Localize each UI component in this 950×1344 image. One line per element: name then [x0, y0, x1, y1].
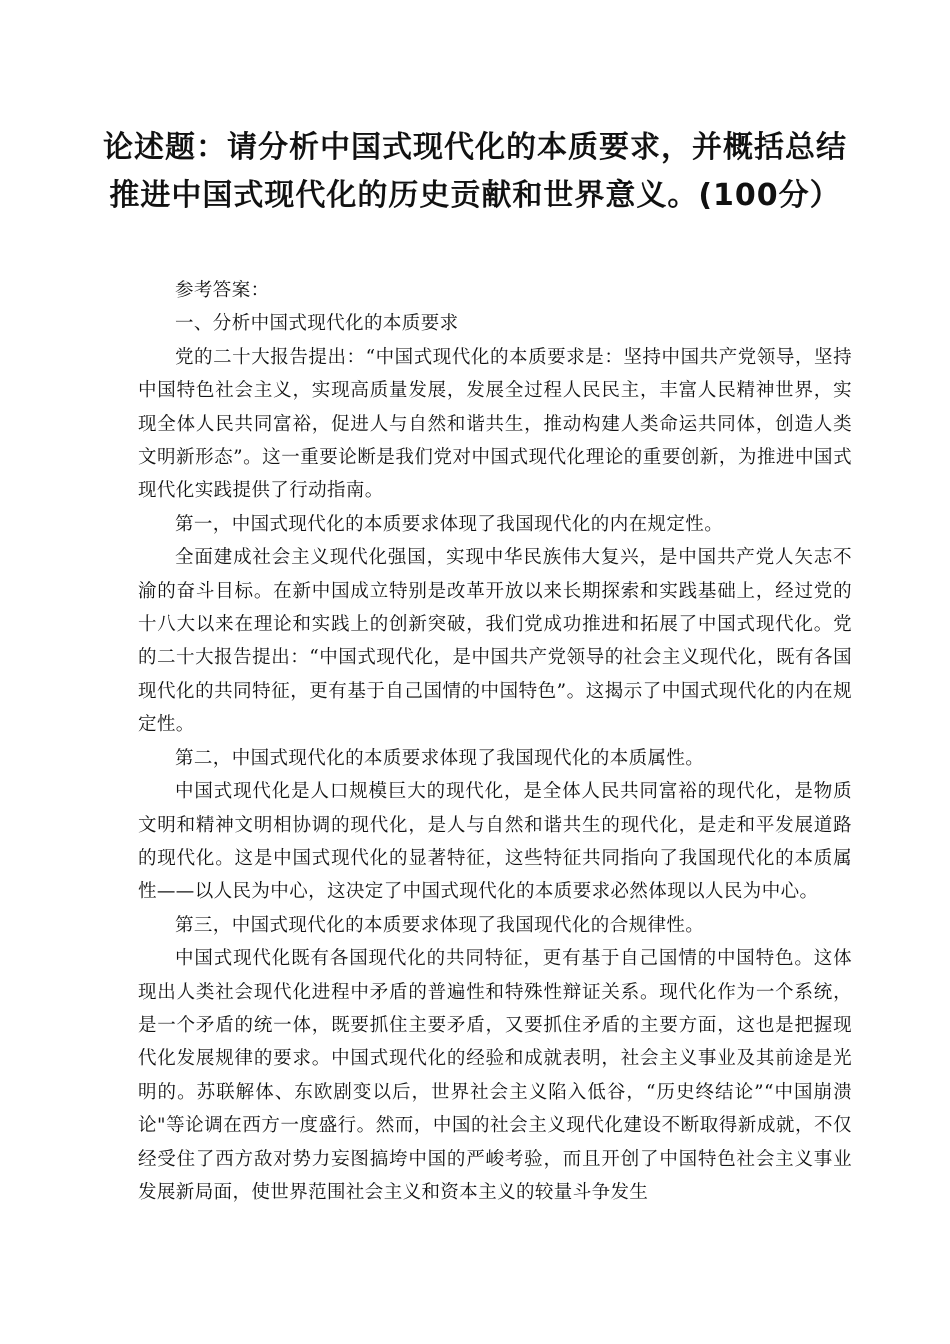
- paragraph: 党的二十大报告提出：“中国式现代化的本质要求是：坚持中国共产党领导，坚持中国特色社会主义，实现高质量发展，发展全过程人民民主，丰富人民精神世界，实现全体人民共同富裕，促进人与自然和谐共生，推动构建人类命运共同体，创造人类文明新形态”。这一重要论断是我们党对中国式现代化理论的重要创新，为推进中国式现代化实践提供了行动指南。: [138, 346, 852, 502]
- answer-body: [138, 274, 852, 1209]
- paragraph: 中国式现代化是人口规模巨大的现代化，是全体人民共同富裕的现代化，是物质文明和精神文明相协调的现代化，是人与自然和谐共生的现代化，是走和平发展道路的现代化。这是中国式现代化的显著特征，这些特征共同指向了我国现代化的本质属性——以人民为中心，这决定了中国式现代化的本质要求必然体现以人民为中心。: [138, 781, 852, 903]
- question-title-line-1: 论述题：请分析中国式现代化的本质要求，并概括总结: [103, 130, 847, 165]
- paragraph: 全面建成社会主义现代化强国，实现中华民族伟大复兴，是中国共产党人矢志不渝的奋斗目标。在新中国成立特别是改革开放以来长期探索和实践基础上，经过党的十八大以来在理论和实践上的创新突破，我们党成功推进和拓展了中国式现代化。党的二十大报告提出：“中国式现代化，是中国共产党领导的社会主义现代化，既有各国现代化的共同特征，更有基于自己国情的中国特色”。这揭示了中国式现代化的内在规定性。: [138, 547, 852, 736]
- answer-label: 参考答案：: [175, 280, 270, 301]
- point-heading: 第二，中国式现代化的本质要求体现了我国现代化的本质属性。: [175, 747, 705, 769]
- point-heading: 第一，中国式现代化的本质要求体现了我国现代化的内在规定性。: [175, 513, 724, 535]
- paragraph: 中国式现代化既有各国现代化的共同特征，更有基于自己国情的中国特色。这体现出人类社会现代化进程中矛盾的普遍性和特殊性辩证关系。现代化作为一个系统，是一个矛盾的统一体，既要抓住主要矛盾，又要抓住矛盾的主要方面，这也是把握现代化发展规律的要求。中国式现代化的经验和成就表明，社会主义事业及其前途是光明的。苏联解体、东欧剧变以后，世界社会主义陷入低谷，“历史终结论”“中国崩溃论"等论调在西方一度盛行。然而，中国的社会主义现代化建设不断取得新成就，不仅经受住了西方敌对势力妄图搞垮中国的严峻考验，而且开创了中国特色社会主义事业发展新局面，使世界范围社会主义和资本主义的较量斗争发生: [138, 948, 852, 1203]
- question-title-line-2: 推进中国式现代化的历史贡献和世界意义。(100分）: [109, 178, 841, 213]
- section-heading: 一、分析中国式现代化的本质要求: [175, 313, 459, 335]
- point-heading: 第三，中国式现代化的本质要求体现了我国现代化的合规律性。: [175, 914, 705, 936]
